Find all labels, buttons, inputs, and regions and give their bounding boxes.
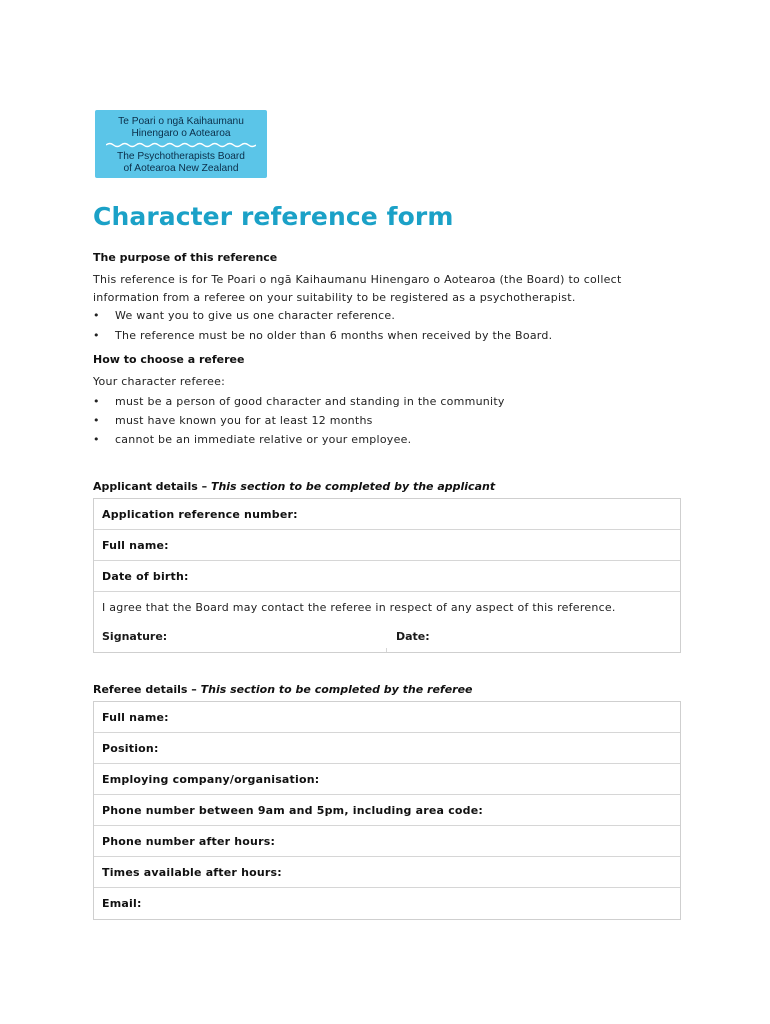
- referee-full-name-field[interactable]: [94, 702, 680, 733]
- logo-maori-line2: Hinengaro o Aotearoa: [131, 127, 231, 139]
- referee-heading: [93, 683, 473, 696]
- after-hours-phone-field[interactable]: [94, 826, 680, 857]
- field-label: Phone number after hours:: [102, 834, 276, 848]
- applicant-full-name-field[interactable]: [94, 530, 680, 561]
- field-label: Times available after hours:: [102, 865, 282, 879]
- field-label: Phone number between 9am and 5pm, including area code:: [102, 803, 484, 817]
- referee-details-table: [93, 701, 681, 920]
- date-field[interactable]: Date:: [396, 630, 430, 643]
- page-title: Character reference form: [93, 202, 454, 231]
- signature-field[interactable]: Signature:: [102, 630, 168, 643]
- purpose-paragraph: [93, 271, 622, 306]
- applicant-heading: [93, 480, 495, 493]
- choose-bullet-text: must be a person of good character and standing in the community: [115, 395, 505, 408]
- logo-english-line1: The Psychotherapists Board: [117, 151, 245, 162]
- signature-row: [94, 622, 680, 652]
- logo-wave-icon: [106, 142, 256, 148]
- bullet-icon: •: [93, 395, 100, 408]
- field-label: Application reference number:: [102, 507, 298, 521]
- applicant-heading-text: Applicant details –: [93, 480, 208, 493]
- agreement-text: I agree that the Board may contact the referee in respect of any aspect of this reference.: [102, 600, 616, 614]
- email-field[interactable]: [94, 888, 680, 919]
- daytime-phone-field[interactable]: [94, 795, 680, 826]
- agreement-row: [94, 592, 680, 622]
- choose-heading: How to choose a referee: [93, 353, 245, 366]
- purpose-heading: The purpose of this reference: [93, 251, 278, 264]
- board-logo: [95, 110, 267, 178]
- times-available-field[interactable]: [94, 857, 680, 888]
- field-label: Employing company/organisation:: [102, 772, 320, 786]
- bullet-icon: •: [93, 329, 100, 342]
- referee-heading-note: This section to be completed by the referee: [200, 683, 473, 696]
- bullet-icon: •: [93, 433, 100, 446]
- choose-bullet-text: must have known you for at least 12 months: [115, 414, 373, 427]
- date-of-birth-field[interactable]: [94, 561, 680, 592]
- field-label: Full name:: [102, 710, 169, 724]
- choose-bullet-text: cannot be an immediate relative or your employee.: [115, 433, 412, 446]
- purpose-para-line2: information from a referee on your suitability to be registered as a psychotherapist.: [93, 290, 576, 304]
- signature-divider: [386, 648, 387, 652]
- field-label: Full name:: [102, 538, 169, 552]
- application-reference-field[interactable]: [94, 499, 680, 530]
- applicant-heading-note: This section to be completed by the applicant: [210, 480, 496, 493]
- purpose-bullet-text: We want you to give us one character reference.: [115, 309, 396, 322]
- position-field[interactable]: [94, 733, 680, 764]
- purpose-para-line1: This reference is for Te Poari o ngā Kaihaumanu Hinengaro o Aotearoa (the Board) to collect: [93, 273, 622, 286]
- bullet-icon: •: [93, 414, 100, 427]
- field-label: Email:: [102, 897, 142, 910]
- field-label: Date of birth:: [102, 569, 189, 583]
- employing-company-field[interactable]: [94, 764, 680, 795]
- referee-heading-text: Referee details –: [93, 683, 197, 696]
- applicant-details-table: [93, 498, 681, 653]
- logo-english-line2: of Aotearoa New Zealand: [123, 162, 239, 174]
- bullet-icon: •: [93, 309, 100, 322]
- field-label: Position:: [102, 741, 159, 755]
- choose-intro: Your character referee:: [93, 375, 226, 388]
- purpose-bullet-text: The reference must be no older than 6 months when received by the Board.: [115, 329, 553, 342]
- logo-maori-line1: Te Poari o ngā Kaihaumanu: [118, 116, 244, 127]
